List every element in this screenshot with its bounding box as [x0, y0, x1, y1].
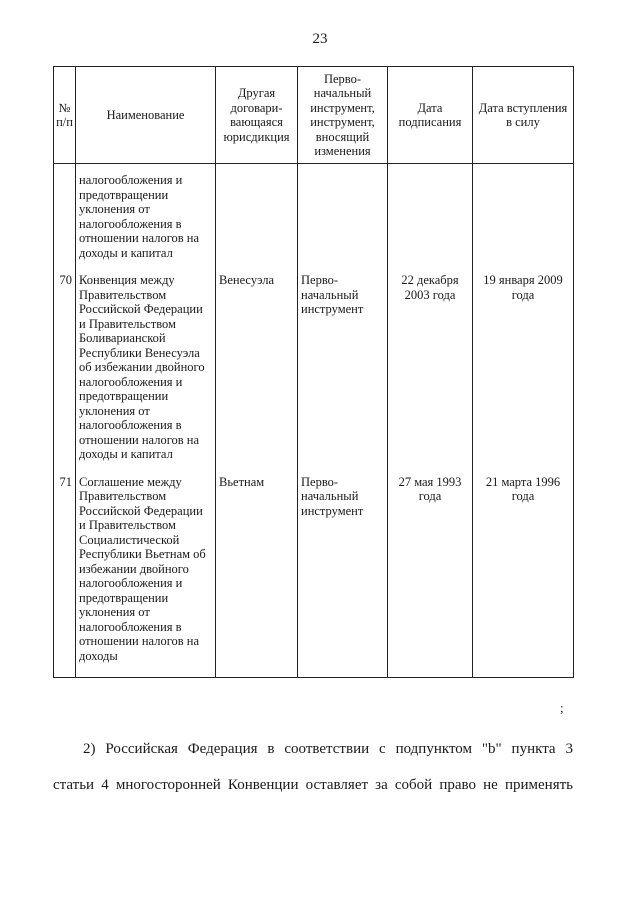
row-signing-date: 27 мая 1993 года — [388, 468, 473, 678]
header-instrument: Перво-начальный инструмент, инструмент, вносящий изменения — [298, 67, 388, 164]
table-row — [54, 266, 574, 468]
header-entry-date: Дата вступления в силу — [473, 67, 574, 164]
row-num: 70 — [54, 266, 76, 468]
row-instrument: Перво-начальный инструмент — [298, 468, 388, 678]
row-entry-date: 19 января 2009 года — [473, 266, 574, 468]
header-num: № п/п — [54, 67, 76, 164]
row-name: Соглашение между Правительством Российской Федерации и Правительством Социалистической Республики Вьетнам об избежании двойного налогообложения и предотвращении уклонения от налогообложения в отношении налогов на доходы — [76, 468, 216, 678]
table-header-row — [54, 67, 574, 164]
row-name: Конвенция между Правительством Российской Федерации и Правительством Боливарианской Республики Венесуэла об избежании двойного налогообложения и предотвращении уклонения от налогообложения в отношении налогов на доходы и капитал — [76, 266, 216, 468]
table-row-continuation — [54, 164, 574, 267]
header-jurisdiction: Другая договари-вающаяся юрисдикция — [216, 67, 298, 164]
row-entry-date: 21 марта 1996 года — [473, 468, 574, 678]
page-number: 23 — [312, 31, 328, 47]
header-signing-date: Дата подписания — [388, 67, 473, 164]
paragraph-line-2: статьи 4 многосторонней Конвенции оставляет за собой право не применять — [53, 777, 573, 793]
row-instrument: Перво-начальный инструмент — [298, 266, 388, 468]
paragraph-line-1: 2) Российская Федерация в соответствии с подпунктом "b" пункта 3 — [83, 741, 573, 757]
table-row — [54, 468, 574, 678]
continuation-name: налогообложения и предотвращении уклонения от налогообложения в отношении налогов на доходы и капитал — [76, 164, 216, 267]
treaties-table — [53, 66, 574, 678]
row-jurisdiction: Вьетнам — [216, 468, 298, 678]
row-num: 71 — [54, 468, 76, 678]
header-name: Наименование — [76, 67, 216, 164]
row-jurisdiction: Венесуэла — [216, 266, 298, 468]
row-signing-date: 22 декабря 2003 года — [388, 266, 473, 468]
table-trailing-semicolon: ; — [560, 700, 564, 715]
